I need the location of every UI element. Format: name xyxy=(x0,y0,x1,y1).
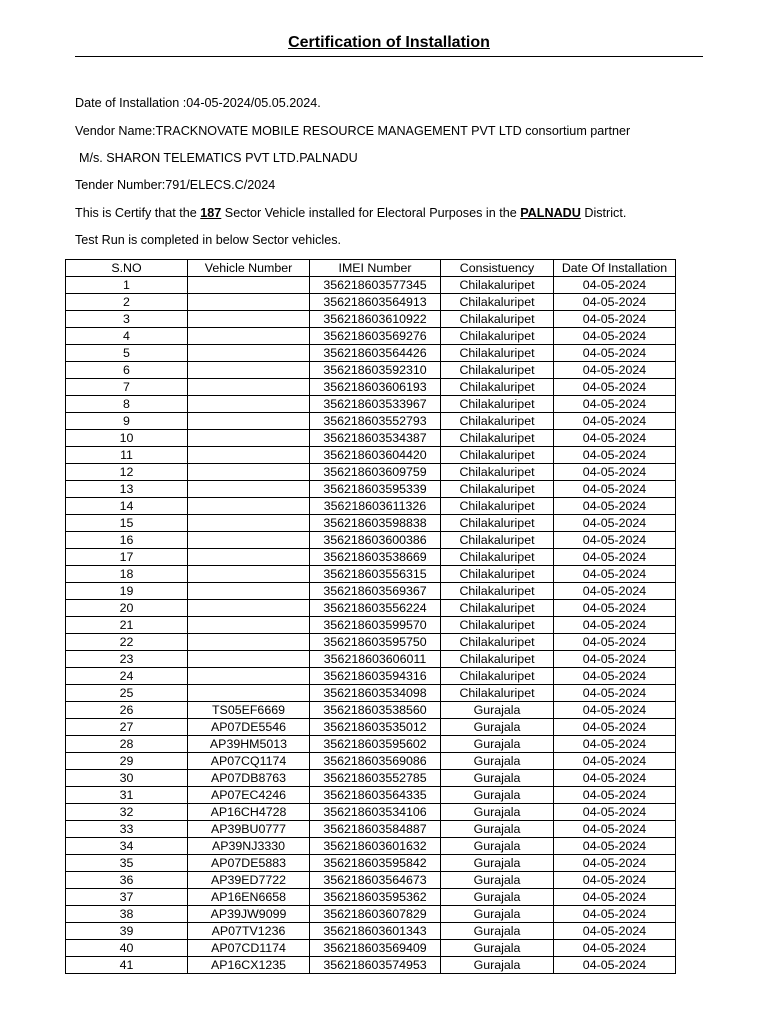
table-row xyxy=(66,719,676,736)
cell-imei-number: 356218603569086 xyxy=(310,753,441,770)
cell-sno: 16 xyxy=(66,532,188,549)
cell-date: 04-05-2024 xyxy=(554,515,676,532)
cell-sno: 18 xyxy=(66,566,188,583)
cell-consistuency: Gurajala xyxy=(441,702,554,719)
table-row xyxy=(66,617,676,634)
table-row xyxy=(66,413,676,430)
table-row xyxy=(66,481,676,498)
cell-imei-number: 356218603595339 xyxy=(310,481,441,498)
cell-consistuency: Gurajala xyxy=(441,787,554,804)
cell-imei-number: 356218603556315 xyxy=(310,566,441,583)
table-row xyxy=(66,447,676,464)
cell-consistuency: Gurajala xyxy=(441,872,554,889)
cell-vehicle-number xyxy=(188,515,310,532)
cell-consistuency: Chilakaluripet xyxy=(441,566,554,583)
cell-date: 04-05-2024 xyxy=(554,940,676,957)
cell-date: 04-05-2024 xyxy=(554,787,676,804)
cell-vehicle-number xyxy=(188,498,310,515)
cell-date: 04-05-2024 xyxy=(554,362,676,379)
cell-sno: 25 xyxy=(66,685,188,702)
cell-sno: 17 xyxy=(66,549,188,566)
district-name: PALNADU xyxy=(520,206,581,220)
table-row xyxy=(66,515,676,532)
cell-imei-number: 356218603598838 xyxy=(310,515,441,532)
table-row xyxy=(66,685,676,702)
table-row xyxy=(66,498,676,515)
header-sno: S.NO xyxy=(66,260,188,277)
cell-date: 04-05-2024 xyxy=(554,311,676,328)
cell-vehicle-number xyxy=(188,430,310,447)
table-row xyxy=(66,668,676,685)
table-row xyxy=(66,277,676,294)
cell-date: 04-05-2024 xyxy=(554,566,676,583)
cell-sno: 36 xyxy=(66,872,188,889)
cell-date: 04-05-2024 xyxy=(554,702,676,719)
cell-imei-number: 356218603535012 xyxy=(310,719,441,736)
cell-vehicle-number: AP39HM5013 xyxy=(188,736,310,753)
cell-consistuency: Chilakaluripet xyxy=(441,413,554,430)
cell-sno: 6 xyxy=(66,362,188,379)
cell-sno: 3 xyxy=(66,311,188,328)
cell-vehicle-number xyxy=(188,651,310,668)
cell-sno: 37 xyxy=(66,889,188,906)
table-body xyxy=(66,277,676,974)
cell-imei-number: 356218603534098 xyxy=(310,685,441,702)
cell-imei-number: 356218603594316 xyxy=(310,668,441,685)
cell-sno: 10 xyxy=(66,430,188,447)
cell-vehicle-number: AP07DB8763 xyxy=(188,770,310,787)
cell-consistuency: Gurajala xyxy=(441,906,554,923)
table-row xyxy=(66,702,676,719)
cell-date: 04-05-2024 xyxy=(554,345,676,362)
cell-sno: 4 xyxy=(66,328,188,345)
cell-consistuency: Chilakaluripet xyxy=(441,634,554,651)
cell-consistuency: Chilakaluripet xyxy=(441,515,554,532)
cell-imei-number: 356218603607829 xyxy=(310,906,441,923)
cell-imei-number: 356218603533967 xyxy=(310,396,441,413)
cell-consistuency: Gurajala xyxy=(441,753,554,770)
cell-vehicle-number: AP39ED7722 xyxy=(188,872,310,889)
title-divider xyxy=(75,56,703,57)
cell-imei-number: 356218603564335 xyxy=(310,787,441,804)
cell-sno: 5 xyxy=(66,345,188,362)
cell-consistuency: Chilakaluripet xyxy=(441,481,554,498)
cell-sno: 13 xyxy=(66,481,188,498)
vehicle-installation-table xyxy=(65,259,676,974)
cell-date: 04-05-2024 xyxy=(554,464,676,481)
cell-vehicle-number xyxy=(188,583,310,600)
cell-vehicle-number xyxy=(188,294,310,311)
cell-imei-number: 356218603606193 xyxy=(310,379,441,396)
cell-date: 04-05-2024 xyxy=(554,838,676,855)
header-consistuency: Consistuency xyxy=(441,260,554,277)
cell-date: 04-05-2024 xyxy=(554,736,676,753)
cell-imei-number: 356218603538560 xyxy=(310,702,441,719)
cell-consistuency: Chilakaluripet xyxy=(441,583,554,600)
cell-vehicle-number xyxy=(188,668,310,685)
cell-imei-number: 356218603564426 xyxy=(310,345,441,362)
cell-imei-number: 356218603584887 xyxy=(310,821,441,838)
cell-imei-number: 356218603592310 xyxy=(310,362,441,379)
cell-consistuency: Chilakaluripet xyxy=(441,430,554,447)
cell-date: 04-05-2024 xyxy=(554,277,676,294)
cell-date: 04-05-2024 xyxy=(554,379,676,396)
cell-consistuency: Chilakaluripet xyxy=(441,549,554,566)
cell-vehicle-number: TS05EF6669 xyxy=(188,702,310,719)
cell-sno: 19 xyxy=(66,583,188,600)
cell-imei-number: 356218603574953 xyxy=(310,957,441,974)
header-vehicle-number: Vehicle Number xyxy=(188,260,310,277)
table-row xyxy=(66,430,676,447)
cell-vehicle-number: AP07CD1174 xyxy=(188,940,310,957)
cell-vehicle-number xyxy=(188,345,310,362)
tender-number-line: Tender Number:791/ELECS.C/2024 xyxy=(75,178,276,192)
cell-sno: 29 xyxy=(66,753,188,770)
table-row xyxy=(66,549,676,566)
cell-vehicle-number: AP07CQ1174 xyxy=(188,753,310,770)
cell-date: 04-05-2024 xyxy=(554,396,676,413)
cell-consistuency: Chilakaluripet xyxy=(441,311,554,328)
cell-sno: 28 xyxy=(66,736,188,753)
cell-vehicle-number xyxy=(188,634,310,651)
table-row xyxy=(66,583,676,600)
table-row xyxy=(66,396,676,413)
cell-vehicle-number xyxy=(188,396,310,413)
cell-imei-number: 356218603569409 xyxy=(310,940,441,957)
cell-date: 04-05-2024 xyxy=(554,498,676,515)
cell-vehicle-number xyxy=(188,447,310,464)
table-row xyxy=(66,532,676,549)
cell-vehicle-number xyxy=(188,413,310,430)
cell-imei-number: 356218603534387 xyxy=(310,430,441,447)
cell-consistuency: Chilakaluripet xyxy=(441,328,554,345)
cell-vehicle-number xyxy=(188,549,310,566)
cell-consistuency: Chilakaluripet xyxy=(441,379,554,396)
cell-sno: 27 xyxy=(66,719,188,736)
cell-vehicle-number: AP39JW9099 xyxy=(188,906,310,923)
cell-imei-number: 356218603595842 xyxy=(310,855,441,872)
cell-consistuency: Chilakaluripet xyxy=(441,362,554,379)
cell-vehicle-number xyxy=(188,362,310,379)
cell-date: 04-05-2024 xyxy=(554,294,676,311)
cell-vehicle-number: AP07DE5546 xyxy=(188,719,310,736)
table-row xyxy=(66,787,676,804)
cell-sno: 2 xyxy=(66,294,188,311)
cell-imei-number: 356218603552785 xyxy=(310,770,441,787)
cell-date: 04-05-2024 xyxy=(554,583,676,600)
cell-date: 04-05-2024 xyxy=(554,770,676,787)
certify-suffix: District. xyxy=(584,206,627,220)
table-row xyxy=(66,311,676,328)
table-row xyxy=(66,940,676,957)
cell-date: 04-05-2024 xyxy=(554,821,676,838)
cell-date: 04-05-2024 xyxy=(554,719,676,736)
cell-consistuency: Gurajala xyxy=(441,855,554,872)
cell-consistuency: Gurajala xyxy=(441,821,554,838)
cell-imei-number: 356218603600386 xyxy=(310,532,441,549)
cell-imei-number: 356218603595750 xyxy=(310,634,441,651)
cell-consistuency: Chilakaluripet xyxy=(441,294,554,311)
cell-sno: 39 xyxy=(66,923,188,940)
cell-sno: 26 xyxy=(66,702,188,719)
cell-sno: 38 xyxy=(66,906,188,923)
cell-date: 04-05-2024 xyxy=(554,889,676,906)
cell-sno: 14 xyxy=(66,498,188,515)
table-header-row xyxy=(66,260,676,277)
cell-imei-number: 356218603609759 xyxy=(310,464,441,481)
cell-consistuency: Gurajala xyxy=(441,804,554,821)
cell-date: 04-05-2024 xyxy=(554,753,676,770)
cell-consistuency: Chilakaluripet xyxy=(441,277,554,294)
cell-date: 04-05-2024 xyxy=(554,532,676,549)
cell-vehicle-number: AP07TV1236 xyxy=(188,923,310,940)
cell-sno: 31 xyxy=(66,787,188,804)
cell-date: 04-05-2024 xyxy=(554,685,676,702)
table-row xyxy=(66,821,676,838)
table-row xyxy=(66,736,676,753)
table-row xyxy=(66,923,676,940)
cell-sno: 7 xyxy=(66,379,188,396)
cell-date: 04-05-2024 xyxy=(554,923,676,940)
cell-imei-number: 356218603569367 xyxy=(310,583,441,600)
cell-consistuency: Chilakaluripet xyxy=(441,532,554,549)
cell-consistuency: Chilakaluripet xyxy=(441,464,554,481)
cell-consistuency: Gurajala xyxy=(441,889,554,906)
document-title: Certification of Installation xyxy=(288,34,490,51)
vendor-name-line: Vendor Name:TRACKNOVATE MOBILE RESOURCE MANAGEMENT PVT LTD consortium partner xyxy=(75,124,631,138)
cell-consistuency: Chilakaluripet xyxy=(441,447,554,464)
cell-sno: 21 xyxy=(66,617,188,634)
cell-date: 04-05-2024 xyxy=(554,328,676,345)
cell-imei-number: 356218603564913 xyxy=(310,294,441,311)
cell-date: 04-05-2024 xyxy=(554,906,676,923)
table-row xyxy=(66,328,676,345)
cell-imei-number: 356218603604420 xyxy=(310,447,441,464)
cell-consistuency: Gurajala xyxy=(441,719,554,736)
certification-statement xyxy=(75,206,626,220)
cell-imei-number: 356218603611326 xyxy=(310,498,441,515)
header-date-of-installation: Date Of Installation xyxy=(554,260,676,277)
cell-vehicle-number xyxy=(188,464,310,481)
cell-sno: 34 xyxy=(66,838,188,855)
cell-imei-number: 356218603610922 xyxy=(310,311,441,328)
cell-date: 04-05-2024 xyxy=(554,413,676,430)
cell-sno: 20 xyxy=(66,600,188,617)
cell-imei-number: 356218603606011 xyxy=(310,651,441,668)
cell-sno: 1 xyxy=(66,277,188,294)
cell-imei-number: 356218603601343 xyxy=(310,923,441,940)
cell-sno: 23 xyxy=(66,651,188,668)
cell-date: 04-05-2024 xyxy=(554,600,676,617)
table-row xyxy=(66,651,676,668)
partner-line: M/s. SHARON TELEMATICS PVT LTD.PALNADU xyxy=(79,151,358,165)
cell-date: 04-05-2024 xyxy=(554,804,676,821)
cell-imei-number: 356218603556224 xyxy=(310,600,441,617)
cell-vehicle-number xyxy=(188,481,310,498)
cell-sno: 41 xyxy=(66,957,188,974)
cell-consistuency: Gurajala xyxy=(441,940,554,957)
cell-imei-number: 356218603552793 xyxy=(310,413,441,430)
cell-vehicle-number: AP16CH4728 xyxy=(188,804,310,821)
cell-consistuency: Chilakaluripet xyxy=(441,600,554,617)
header-imei-number: IMEI Number xyxy=(310,260,441,277)
cell-vehicle-number xyxy=(188,379,310,396)
certify-prefix: This is Certify that the xyxy=(75,206,197,220)
cell-vehicle-number: AP39NJ3330 xyxy=(188,838,310,855)
table-row xyxy=(66,889,676,906)
cell-vehicle-number: AP39BU0777 xyxy=(188,821,310,838)
cell-date: 04-05-2024 xyxy=(554,617,676,634)
table-row xyxy=(66,294,676,311)
cell-vehicle-number xyxy=(188,277,310,294)
cell-imei-number: 356218603569276 xyxy=(310,328,441,345)
cell-consistuency: Chilakaluripet xyxy=(441,617,554,634)
cell-imei-number: 356218603577345 xyxy=(310,277,441,294)
cell-date: 04-05-2024 xyxy=(554,957,676,974)
cell-vehicle-number: AP16CX1235 xyxy=(188,957,310,974)
cell-date: 04-05-2024 xyxy=(554,634,676,651)
table-row xyxy=(66,804,676,821)
cell-sno: 9 xyxy=(66,413,188,430)
cell-consistuency: Chilakaluripet xyxy=(441,396,554,413)
cell-consistuency: Chilakaluripet xyxy=(441,685,554,702)
cell-consistuency: Gurajala xyxy=(441,736,554,753)
cell-consistuency: Gurajala xyxy=(441,923,554,940)
table-row xyxy=(66,753,676,770)
cell-vehicle-number: AP07EC4246 xyxy=(188,787,310,804)
cell-date: 04-05-2024 xyxy=(554,872,676,889)
cell-imei-number: 356218603601632 xyxy=(310,838,441,855)
cell-vehicle-number xyxy=(188,328,310,345)
cell-imei-number: 356218603595602 xyxy=(310,736,441,753)
cell-sno: 8 xyxy=(66,396,188,413)
cell-date: 04-05-2024 xyxy=(554,855,676,872)
cell-sno: 12 xyxy=(66,464,188,481)
table-row xyxy=(66,464,676,481)
cell-date: 04-05-2024 xyxy=(554,668,676,685)
test-run-line: Test Run is completed in below Sector vehicles. xyxy=(75,233,341,247)
vehicle-count: 187 xyxy=(200,206,222,220)
table-row xyxy=(66,906,676,923)
table-row xyxy=(66,600,676,617)
table-row xyxy=(66,838,676,855)
cell-sno: 30 xyxy=(66,770,188,787)
cell-vehicle-number: AP16EN6658 xyxy=(188,889,310,906)
cell-sno: 15 xyxy=(66,515,188,532)
certify-middle: Sector Vehicle installed for Electoral Purposes in the xyxy=(224,206,517,220)
cell-vehicle-number xyxy=(188,617,310,634)
cell-imei-number: 356218603599570 xyxy=(310,617,441,634)
cell-consistuency: Chilakaluripet xyxy=(441,651,554,668)
cell-date: 04-05-2024 xyxy=(554,651,676,668)
cell-imei-number: 356218603534106 xyxy=(310,804,441,821)
cell-vehicle-number xyxy=(188,532,310,549)
cell-consistuency: Gurajala xyxy=(441,770,554,787)
cell-vehicle-number xyxy=(188,600,310,617)
cell-sno: 40 xyxy=(66,940,188,957)
table-row xyxy=(66,872,676,889)
cell-consistuency: Chilakaluripet xyxy=(441,668,554,685)
cell-vehicle-number xyxy=(188,685,310,702)
cell-imei-number: 356218603564673 xyxy=(310,872,441,889)
cell-date: 04-05-2024 xyxy=(554,549,676,566)
cell-date: 04-05-2024 xyxy=(554,447,676,464)
cell-imei-number: 356218603538669 xyxy=(310,549,441,566)
cell-consistuency: Gurajala xyxy=(441,838,554,855)
cell-date: 04-05-2024 xyxy=(554,481,676,498)
cell-sno: 11 xyxy=(66,447,188,464)
table-row xyxy=(66,770,676,787)
installation-date-line: Date of Installation :04-05-2024/05.05.2024. xyxy=(75,96,321,110)
cell-consistuency: Chilakaluripet xyxy=(441,345,554,362)
table-row xyxy=(66,566,676,583)
cell-vehicle-number xyxy=(188,311,310,328)
cell-imei-number: 356218603595362 xyxy=(310,889,441,906)
cell-consistuency: Chilakaluripet xyxy=(441,498,554,515)
table-row xyxy=(66,362,676,379)
cell-sno: 32 xyxy=(66,804,188,821)
cell-sno: 22 xyxy=(66,634,188,651)
table-row xyxy=(66,634,676,651)
table-row xyxy=(66,345,676,362)
cell-sno: 24 xyxy=(66,668,188,685)
cell-consistuency: Gurajala xyxy=(441,957,554,974)
cell-date: 04-05-2024 xyxy=(554,430,676,447)
cell-vehicle-number xyxy=(188,566,310,583)
table-row xyxy=(66,379,676,396)
cell-sno: 35 xyxy=(66,855,188,872)
table-row xyxy=(66,957,676,974)
cell-vehicle-number: AP07DE5883 xyxy=(188,855,310,872)
table-row xyxy=(66,855,676,872)
cell-sno: 33 xyxy=(66,821,188,838)
